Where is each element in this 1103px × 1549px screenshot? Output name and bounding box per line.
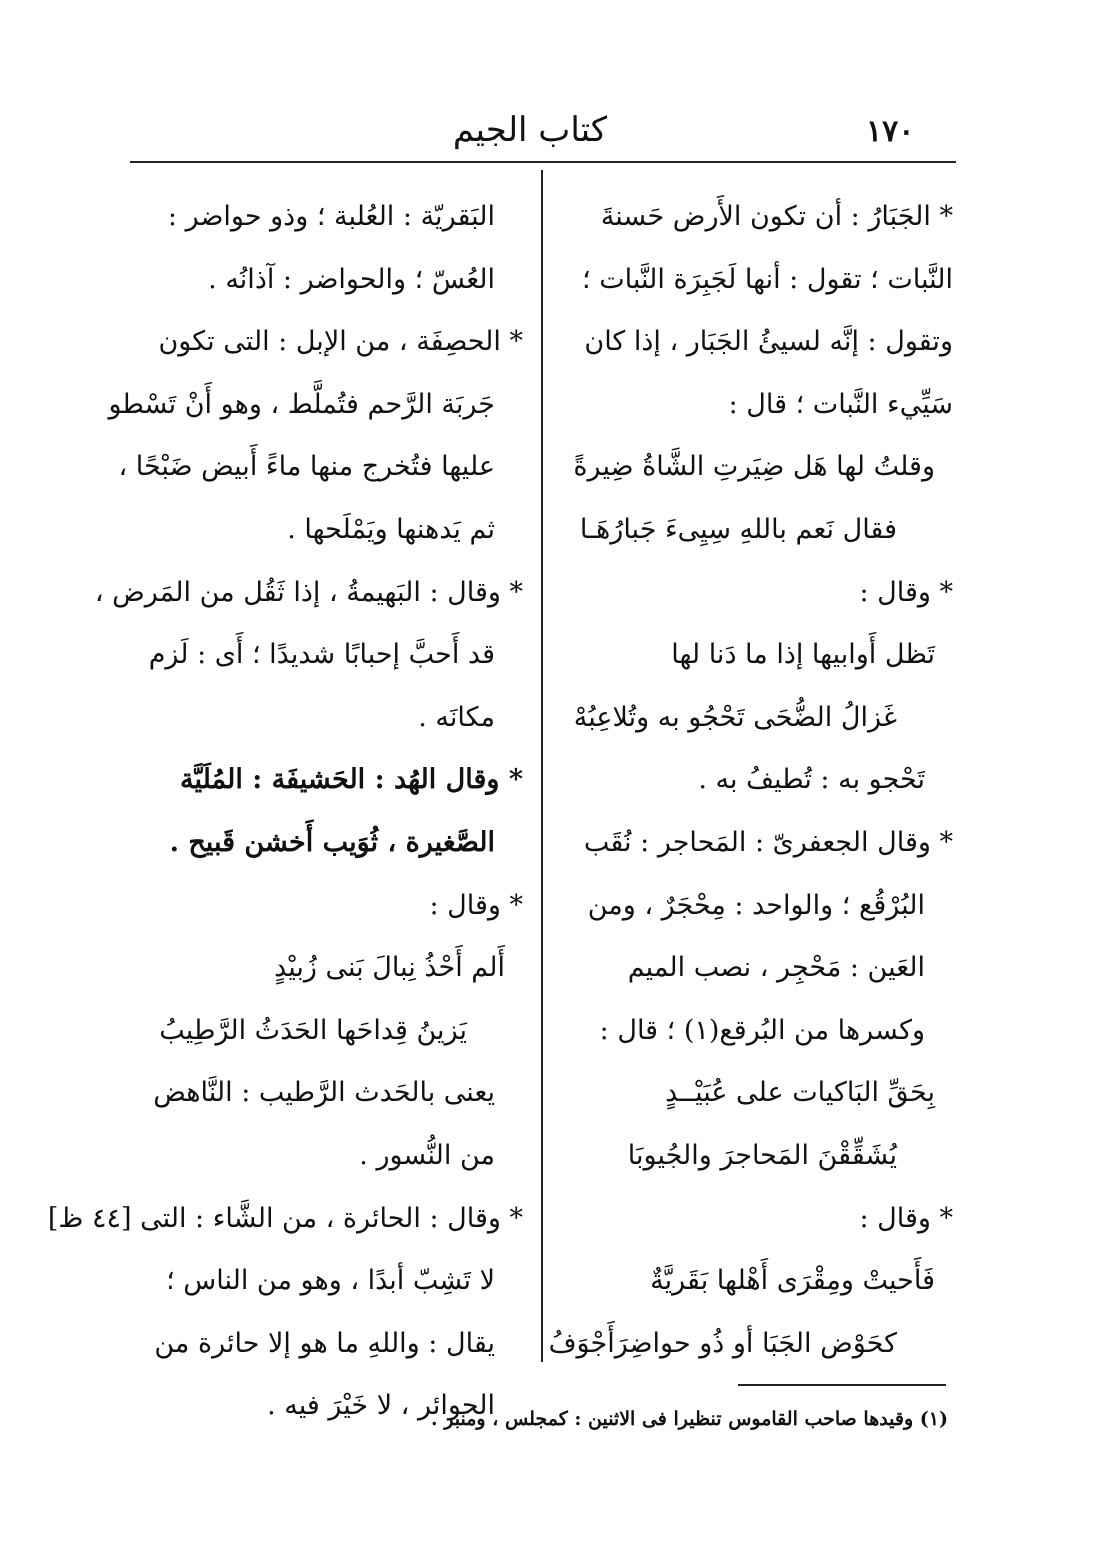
- column-divider: [541, 170, 543, 1362]
- text-line: وكسرها من البُرقع(١) ؛ قال :: [599, 1014, 925, 1046]
- text-line: * وقال الجعفرىّ : المَحاجر : نُقَب: [583, 826, 953, 858]
- text-line: * وقال : الحائرة ، من الشَّاء : التى [٤٤ ظ]: [47, 1202, 523, 1234]
- text-line: من النُّسور .: [359, 1139, 495, 1171]
- text-line: البَقريّة : العُلبة ؛ وذو حواضر :: [167, 201, 495, 232]
- text-line: وقلتُ لها هَل ضِيَرتِ الشَّاةُ ضِيرةً: [573, 451, 935, 483]
- page-number: ١٧٠: [866, 114, 915, 149]
- text-line: جَربَة الرَّحم فتُملَّط ، وهو أَنْ تَسْطو: [108, 388, 495, 420]
- left-column: [47, 186, 523, 1438]
- text-line: يعنى بالحَدث الرَّطيب : النَّاهض: [153, 1077, 495, 1109]
- text-line: * وقال :: [859, 576, 953, 608]
- text-line: وتقول : إنَّه لسيئُ الجَبَار ، إذا كان: [584, 326, 953, 358]
- text-line: قد أَحبَّ إحبابًا شديدًا ؛ أَى : لَزم: [148, 639, 495, 671]
- text-line: العُسّ ؛ والحواضر : آذانُه .: [208, 263, 495, 295]
- right-column: [548, 186, 953, 1375]
- text-line: * وقال :: [429, 889, 523, 921]
- text-line: أَلم أَحْذُ نِبالَ بَنى زُبيْدٍ: [274, 952, 505, 984]
- running-title: كتاب الجيم: [452, 110, 608, 150]
- header-rule: [130, 161, 956, 163]
- text-line: * الحصِفَة ، من الإبل : التى تكون: [158, 326, 523, 358]
- text-line: * الجَبَارُ : أن تكون الأَرض حَسنةَ: [600, 201, 953, 232]
- footnote: (١) وقيدها صاحب القاموس تنظيرا فى الاثنين : كمجلس ، ومنبر .: [431, 1408, 948, 1430]
- text-line: الحوائر ، لا خَيْرَ فيه .: [267, 1390, 495, 1422]
- text-line: تَحْجو به : تُطيفُ به .: [698, 764, 925, 796]
- text-line: البُرْقُع ؛ والواحد : مِحْجَرٌ ، ومن: [587, 889, 925, 921]
- text-line: * وقال : البَهيمةُ ، إذا ثَقُل من المَرض ،: [94, 576, 523, 608]
- text-line: العَين : مَحْجِر ، نصب الميم: [627, 952, 925, 984]
- text-line: يَزينُ قِداحَها الحَدَثُ الرَّطِيبُ: [159, 1014, 467, 1046]
- text-line: غَزالُ الضُّحَى تَحْجُو به وتُلاعِبُهْ: [573, 701, 897, 733]
- text-line: يقال : واللهِ ما هو إلا حائرة من: [154, 1327, 495, 1359]
- text-line: النَّبات ؛ تقول : أنها لَجَبِرَة النَّبات ؛: [582, 263, 953, 295]
- text-line: لا تَشِبّ أبدًا ، وهو من الناس ؛: [166, 1265, 495, 1297]
- text-line: ثم يَدهنها ويَمْلَحها .: [287, 513, 495, 545]
- text-line: تَظل أَوابيها إذا ما دَنا لها: [671, 639, 935, 671]
- text-line: مكانَه .: [418, 701, 495, 733]
- text-line: فقال نَعم باللهِ سِيِىءَ جَبارُهَـا: [579, 513, 897, 545]
- text-line: يُشَقِّقْنَ المَحاجرَ والجُيوبَا: [627, 1139, 897, 1171]
- text-line: * وقال الهُد : الحَشيفَة : المُلَيَّة: [179, 764, 523, 796]
- text-line: فَأَحيتْ ومِقْرَى أَهْلها بَقَريَّةٌ: [650, 1265, 935, 1297]
- text-line: * وقال :: [859, 1202, 953, 1234]
- text-line: عليها فتُخرج منها ماءً أَبيض ضَبْحًا ،: [118, 451, 495, 483]
- text-line: سَيِّيء النَّبات ؛ قال :: [728, 388, 953, 420]
- text-line: بِحَقِّ البَاكيات على عُبَيْــدٍ: [665, 1077, 935, 1109]
- footnote-rule: [738, 1384, 946, 1386]
- text-line: الصَّغيرة ، ثُوَيب أَخشن قَبيح .: [169, 826, 495, 858]
- text-line: كحَوْض الجَبَا أو ذُو حواضِرَأَجْوَفُ: [548, 1327, 897, 1359]
